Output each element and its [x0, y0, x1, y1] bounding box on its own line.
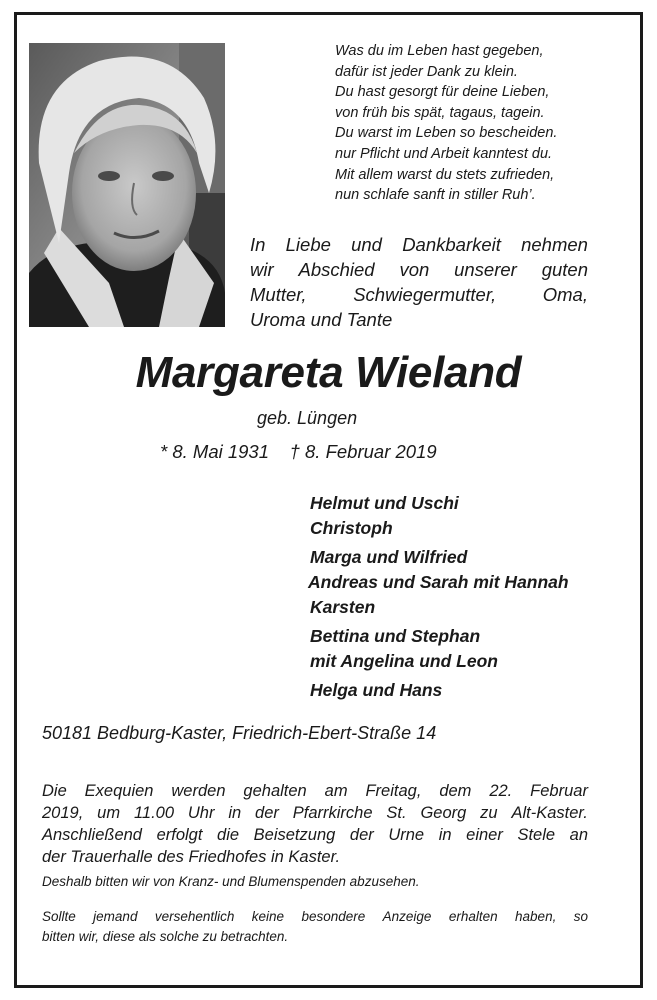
service-word: am	[324, 782, 348, 800]
service-word: Pfarrkirche	[292, 804, 373, 822]
service-word: die	[217, 826, 240, 844]
poem-line: Du hast gesorgt für deine Lieben,	[335, 84, 550, 101]
service-word: der	[255, 804, 279, 822]
service-word: Exequien	[84, 782, 154, 800]
intro-word: Liebe	[285, 234, 331, 255]
funeral-service-text	[42, 780, 588, 868]
service-word: dem	[439, 782, 472, 800]
service-word: Georg	[420, 804, 467, 822]
service-word: zu	[480, 804, 498, 822]
family-line: Christoph	[310, 518, 393, 538]
poem-line: von früh bis spät, tagaus, tagein.	[335, 104, 545, 121]
family-group	[310, 678, 569, 703]
intro-line	[250, 282, 588, 307]
notice-line	[42, 907, 588, 927]
family-line: Bettina und Stephan	[310, 626, 481, 646]
poem-line: Mit allem warst du stets zufrieden,	[335, 166, 555, 183]
service-word: Beisetzung	[253, 826, 336, 844]
intro-line	[250, 307, 588, 332]
poem-line: dafür ist jeder Dank zu klein.	[335, 63, 518, 80]
family-line: Karsten	[310, 597, 376, 617]
family-line: mit Angelina und Leon	[310, 651, 498, 671]
service-word: in	[438, 826, 452, 844]
service-word: 11.00	[133, 804, 175, 822]
service-word: werden	[171, 782, 226, 800]
service-word: einer	[466, 826, 503, 844]
family-group	[310, 491, 569, 541]
service-word: Stele	[517, 826, 556, 844]
memorial-poem	[335, 41, 557, 206]
service-word: in	[228, 804, 242, 822]
birth-date: * 8. Mai 1931	[160, 441, 270, 462]
family-line: Andreas und Sarah mit Hannah	[308, 572, 569, 592]
service-word: der	[349, 826, 374, 844]
family-line: Helga und Hans	[310, 680, 443, 700]
notice-word: Anzeige	[382, 909, 432, 924]
intro-word: Oma,	[542, 284, 588, 305]
intro-word: Mutter,	[250, 284, 307, 305]
notice-word: bitten wir, diese als solche zu betrachten.	[42, 929, 289, 944]
notice-word: so	[573, 909, 588, 924]
intro-word: wir	[250, 259, 274, 280]
intro-word: Abschied	[298, 259, 375, 280]
service-word: Urne	[388, 826, 425, 844]
intro-word: In	[250, 234, 266, 255]
poem-line: Du warst im Leben so bescheiden.	[335, 125, 558, 142]
intro-word: Schwiegermutter,	[353, 284, 497, 305]
service-word: Alt-Kaster.	[511, 804, 588, 822]
service-line	[42, 802, 588, 824]
service-word: Anschließend	[42, 826, 142, 844]
deceased-name: Margareta Wieland	[135, 348, 522, 397]
service-line	[42, 780, 588, 802]
intro-line	[250, 232, 588, 257]
service-word: 2019,	[42, 804, 84, 822]
service-line	[42, 846, 588, 868]
service-word: 22.	[489, 782, 513, 800]
service-word: Die	[42, 782, 67, 800]
farewell-text	[250, 232, 588, 332]
service-word: gehalten	[243, 782, 307, 800]
notice-word: besondere	[301, 909, 366, 924]
service-line	[42, 824, 588, 846]
mourners-list	[310, 491, 569, 707]
mourning-address: 50181 Bedburg-Kaster, Friedrich-Ebert-Straße 14	[42, 723, 437, 743]
service-word: der Trauerhalle des Friedhofes in Kaster.	[42, 848, 341, 866]
family-group	[310, 624, 569, 674]
service-word: um	[97, 804, 121, 822]
service-word: Freitag,	[365, 782, 422, 800]
intro-line	[250, 257, 588, 282]
intro-word: nehmen	[521, 234, 588, 255]
death-date: † 8. Februar 2019	[289, 441, 437, 462]
notice-word: Sollte	[42, 909, 76, 924]
intro-word: guten	[541, 259, 588, 280]
service-word: erfolgt	[156, 826, 203, 844]
life-dates	[160, 441, 437, 463]
service-word: Februar	[530, 782, 588, 800]
flowers-note: Deshalb bitten wir von Kranz- und Blumenspenden abzusehen.	[42, 874, 420, 889]
intro-word: unserer	[454, 259, 517, 280]
poem-line: Was du im Leben hast gegeben,	[335, 43, 544, 59]
notice-text	[42, 907, 588, 947]
notice-word: haben,	[515, 909, 557, 924]
poem-line: nun schlafe sanft in stiller Ruh’.	[335, 187, 536, 204]
intro-word: von	[399, 259, 430, 280]
notice-word: erhalten	[448, 909, 498, 924]
notice-line	[42, 927, 588, 947]
birth-name: geb. Lüngen	[257, 408, 358, 428]
service-word: an	[569, 826, 588, 844]
service-word: St.	[386, 804, 407, 822]
family-line: Helmut und Uschi	[310, 493, 459, 513]
intro-word: Dankbarkeit	[402, 234, 501, 255]
service-word: Uhr	[187, 804, 215, 822]
poem-line: nur Pflicht und Arbeit kanntest du.	[335, 145, 553, 162]
family-line: Marga und Wilfried	[310, 547, 468, 567]
notice-word: versehentlich	[154, 909, 235, 924]
portrait-photo	[29, 43, 225, 327]
notice-word: jemand	[93, 909, 138, 924]
intro-word: und	[351, 234, 382, 255]
notice-word: keine	[251, 909, 285, 924]
family-group	[310, 545, 569, 620]
intro-word: Uroma und Tante	[250, 309, 393, 330]
